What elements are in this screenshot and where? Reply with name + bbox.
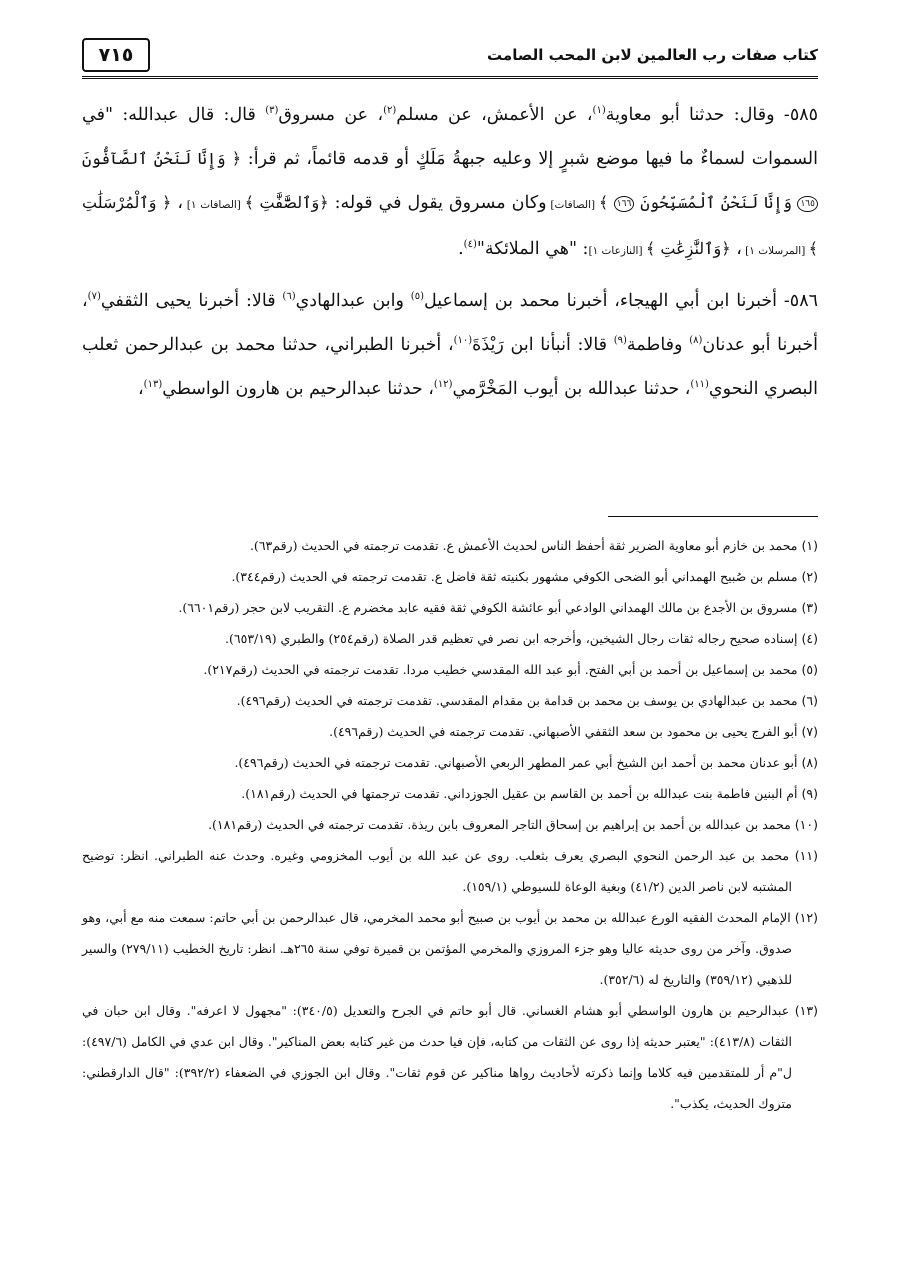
footnote-ref[interactable]: (١) — [592, 105, 606, 117]
footnote-ref[interactable]: (٧) — [87, 291, 101, 303]
footnote-ref[interactable]: (٢) — [383, 105, 397, 117]
ayah-number: ١٦٦ — [614, 196, 635, 212]
footnote-ref[interactable]: (٦) — [282, 291, 296, 303]
footnote-ref[interactable]: (١١) — [690, 379, 709, 391]
main-text — [82, 93, 818, 411]
hadith-number: ٥٨٥- — [783, 105, 819, 125]
surah-reference: [المرسلات ١] — [741, 245, 809, 257]
footnotes — [82, 530, 818, 1119]
footnote-11: (١١) محمد بن عبد الرحمن النحوي البصري يعرف بثعلب. روى عن عبد الله بن أيوب المخزومي وغيره. وحدث عنه الطبراني. انظر: توضيح المشتبه لابن ناصر الدين (٤١/٢) وبغية الوعاة للسيوطي (١٥٩/١). — [82, 848, 818, 894]
footnote-9: (٩) أم البنين فاطمة بنت عبدالله بن أحمد بن القاسم بن عقيل الجوزداني. تقدمت ترجمتها في الحديث (رقم١٨١). — [241, 786, 818, 801]
footnote-ref[interactable]: (٣) — [265, 105, 279, 117]
footnote-ref[interactable]: (٩) — [613, 335, 627, 347]
hadith-number: ٥٨٦- — [783, 291, 818, 311]
surah-reference: [الصافات ١] — [183, 199, 245, 211]
footnote-ref[interactable]: (١٣) — [143, 379, 163, 391]
footnote-10: (١٠) محمد بن عبدالله بن أحمد بن إبراهيم بن إسحاق التاجر المعروف بابن ريذة. تقدمت ترجمته في الحديث (رقم١٨١). — [208, 817, 818, 832]
page-header — [82, 38, 818, 79]
footnote-ref[interactable]: (١٢) — [433, 379, 453, 391]
footnote-5: (٥) محمد بن إسماعيل بن أحمد بن أبي الفتح. أبو عبد الله المقدسي خطيب مردا. تقدمت ترجمته في الحديث (رقم٢١٧). — [203, 662, 818, 677]
book-page — [82, 38, 818, 1238]
footnote-12: (١٢) الإمام المحدث الفقيه الورع عبدالله بن محمد بن أيوب بن صبيح أبو محمد المخرمي، قال عبدالرحمن بن أبي حاتم: سمعت منه مع أبي، وهو صدوق. وآخر من روى حديثه عاليا وهو جزء المروزي والمخرمي المؤتمن بن قميرة توفي سنة ٢٦٥هـ. انظر: تاريخ الخطيب (٢٧٩/١١) والسير للذهبي (٣٥٩/١٢) والتاريخ له (٣٥٢/٦). — [82, 910, 818, 987]
page-number: ٧١٥ — [82, 38, 150, 72]
footnote-divider — [608, 516, 818, 517]
footnote-ref[interactable]: (٥) — [410, 291, 424, 303]
quran-verse: ﴿وَٱلنَّٰزِعَٰتِ ﴾ — [645, 239, 731, 258]
hadith-586: ٥٨٦- أخبرنا ابن أبي الهيجاء، أخبرنا محمد بن إسماعيل$^{(٥)}$ وابن عبدالهادي$^{(٦)}$ قالا: أخبرنا يحيى الثقفي$^{(٧)}$، أخبرنا أبو عدنان$^{(٨)}$ وفاطمة$^{(٩)}$ قالا: أنبأنا ابن رَيْذَةَ$^{(١٠)}$، أخبرنا الطبراني، حدثنا محمد بن عبدالرحمن ثعلب البصري النحوي$^{(١١)}$، حدثنا عبدالله بن أيوب المَخْرَّمي$^{(١٢)}$، حدثنا عبدالرحيم بن هارون الواسطي$^{(١٣)}$، — [82, 291, 819, 399]
quran-verse: ﴿وَٱلصَّٰٓفَّٰتِ ﴾ — [244, 193, 329, 212]
footnote-ref[interactable]: (١٠) — [453, 335, 473, 347]
footnote-1: (١) محمد بن خازم أبو معاوية الضرير ثقة أحفظ الناس لحديث الأعمش ع. تقدمت ترجمته في الحديث (رقم٦٣). — [249, 538, 818, 553]
footnote-2: (٢) مسلم بن صُبيح الهمداني أبو الضحى الكوفي مشهور بكنيته ثقة فاضل ع. تقدمت ترجمته في الحديث (رقم٣٤٤). — [231, 569, 818, 584]
footnote-4: (٤) إسناده صحيح رجاله ثقات رجال الشيخين، وأخرجه ابن نصر في تعظيم قدر الصلاة (رقم٢٥٤) والطبري (٦٥٣/١٩). — [225, 631, 818, 646]
quran-verse: ﴿ وَإِنَّا لَنَحْنُ ٱلصَّآفُّونَ — [82, 149, 242, 168]
surah-reference: [النازعات ١] — [588, 245, 646, 257]
footnote-ref[interactable]: (٤) — [463, 239, 477, 251]
footnote-8: (٨) أبو عدنان محمد بن أحمد ابن الشيخ أبي عمر المطهر الربعي الأصبهاني. تقدمت ترجمته في الحديث (رقم٤٩٦). — [234, 755, 818, 770]
book-title: كتاب صفات رب العالمين لابن المحب الصامت — [487, 46, 818, 64]
ayah-number: ١٦٥ — [797, 196, 818, 212]
quran-verse: وَإِنَّا لَنَحْنُ ٱلْمُسَبِّحُونَ — [640, 193, 798, 212]
footnote-13: (١٣) عبدالرحيم بن هارون الواسطي أبو هشام الغساني. قال أبو حاتم في الجرح والتعديل (٣٤٠/٥): "مجهول لا اعرفه". وقال ابن حبان في الثقات (٤١٣/٨): "يعتبر حديثه إذا روى عن الثقات من كتابه، فإن فيا حدث من غير كتابه بعض المناكير". وقال ابن عدي في الكامل (٤٩٧/٦): ل"م أر للمتقدمين فيه كلاما وإنما ذكرته لأحاديث رواها مناكير عن قوم ثقات". وقال ابن الجوزي في الضعفاء (٣٩٢/٢): "قال الدارقطني: متروك الحديث، يكذب". — [82, 1003, 818, 1111]
footnote-6: (٦) محمد بن عبدالهادي بن يوسف بن محمد بن قدامة بن مقدام المقدسي. تقدمت ترجمته في الحديث (رقم٤٩٦). — [236, 693, 818, 708]
footnote-3: (٣) مسروق بن الأجدع بن مالك الهمداني الوادعي أبو عائشة الكوفي ثقة فقيه عابد مخضرم ع. التقريب لابن حجر (رقم٦٦٠١). — [178, 600, 818, 615]
quran-verse: ﴿ وَٱلْمُرْسَلَٰتِ ﴾ — [82, 193, 818, 258]
footnote-ref[interactable]: (٨) — [689, 335, 703, 347]
footnote-7: (٧) أبو الفرج يحيى بن محمود بن سعد الثقفي الأصبهاني. تقدمت ترجمته في الحديث (رقم٤٩٦). — [329, 724, 818, 739]
hadith-585: ٥٨٥- وقال: حدثنا أبو معاوية$^{(١)}$، عن الأعمش، عن مسلم$^{(٢)}$، عن مسروق$^{(٣)}$ قال: قال عبدالله: "في السموات لسماءٌ ما فيها موضع شبرٍ إلا وعليه جبهةُ مَلَكٍ أو قدمه قائماً، ثم قرأ: ﴿ وَإِنَّا لَنَحْنُ ٱلصَّآفُّونَ ١٦٥ وَإِنَّا لَنَحْنُ ٱلْمُسَبِّحُونَ ١٦٦ ﴾ [الصافات] وكان مسروق يقول في قوله: ﴿وَٱلصَّٰٓفَّٰتِ ﴾ [الصافات ١] ، ﴿ وَٱلْمُرْسَلَٰتِ ﴾ [المرسلات ١] ، ﴿وَٱلنَّٰزِعَٰتِ ﴾ [النازعات ١]: "هي الملائكة"$^{(٤)}$. — [82, 105, 819, 259]
surah-reference: [الصافات] — [546, 199, 599, 211]
